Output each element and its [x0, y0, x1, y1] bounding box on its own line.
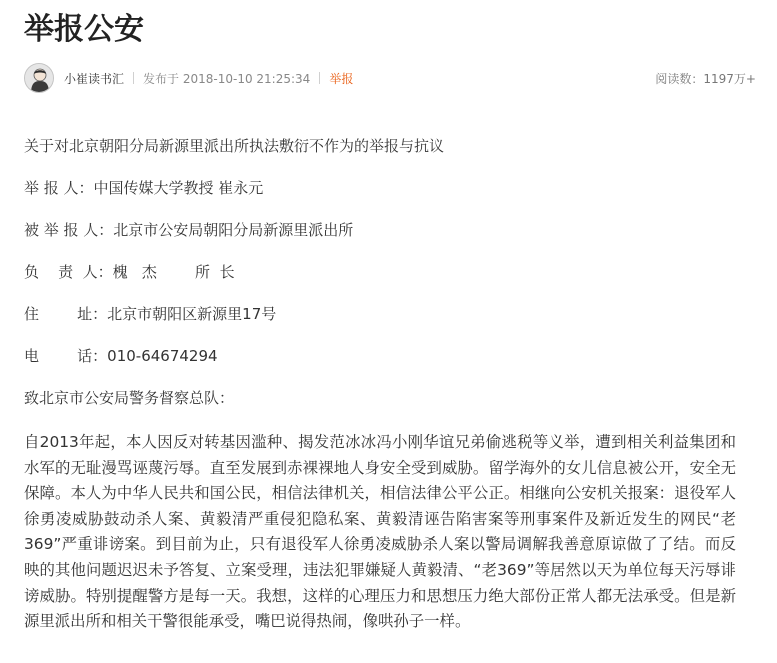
address-line: 住 址：北京市朝阳区新源里17号 [24, 305, 277, 323]
publish-label: 发布于 [143, 71, 180, 86]
meta-divider [319, 72, 320, 84]
author-avatar[interactable] [24, 63, 54, 93]
report-subject: 关于对北京朝阳分局新源里派出所执法敷衍不作为的举报与抗议 [24, 137, 445, 155]
person-icon [25, 64, 54, 93]
body-paragraph: 自2013年起，本人因反对转基因滥种、揭发范冰冰冯小刚华谊兄弟偷逃税等义举，遭到相关利益集团和水军的无耻漫骂诬蔑污辱。直至发展到赤裸裸地人身安全受到威胁。留学海外的女儿信息被公开，安全无保障。本人为中华人民共和国公民，相信法律机关，相信法律公平公正。相继向公安机关报案：退役军人徐勇凌威胁鼓动杀人案、黄毅清严重侵犯隐私案、黄毅清诬告陷害案等刑事案件及新近发生的网民“老369”严重诽谤案。到目前为止，只有退役军人徐勇凌威胁杀人案以警局调解我善意原谅做了了结。而反映的其他问题迟迟未予答复、立案受理，违法犯罪嫌疑人黄毅清、“老369”等居然以天为单位每天污辱诽谤威胁。特别提醒警方是每一天。我想，这样的心理压力和思想压力绝大部份正常人都无法承受。但是新源里派出所和相关干警很能承受，嘴巴说得热闹，像哄孙子一样。 [24, 433, 736, 631]
category-tag[interactable]: 举报 [329, 71, 354, 86]
read-count-value: 1197万+ [703, 71, 756, 86]
article-title: 举报公安 [24, 12, 144, 47]
article-meta-bar [24, 62, 756, 94]
read-count [655, 70, 756, 87]
phone-line: 电 话：010-64674294 [24, 347, 218, 365]
salutation-line: 致北京市公安局警务督察总队： [24, 389, 235, 407]
responsible-line: 负 责 人：槐 杰 所 长 [24, 263, 235, 281]
reporter-line: 举 报 人：中国传媒大学教授 崔永元 [24, 179, 264, 197]
publish-info [143, 70, 310, 87]
read-count-label: 阅读数： [655, 71, 704, 86]
reported-line: 被 举 报 人：北京市公安局朝阳分局新源里派出所 [24, 221, 354, 239]
author-name[interactable]: 小崔读书汇 [64, 71, 125, 86]
meta-divider [133, 72, 134, 84]
publish-time: 2018-10-10 21:25:34 [182, 71, 311, 86]
